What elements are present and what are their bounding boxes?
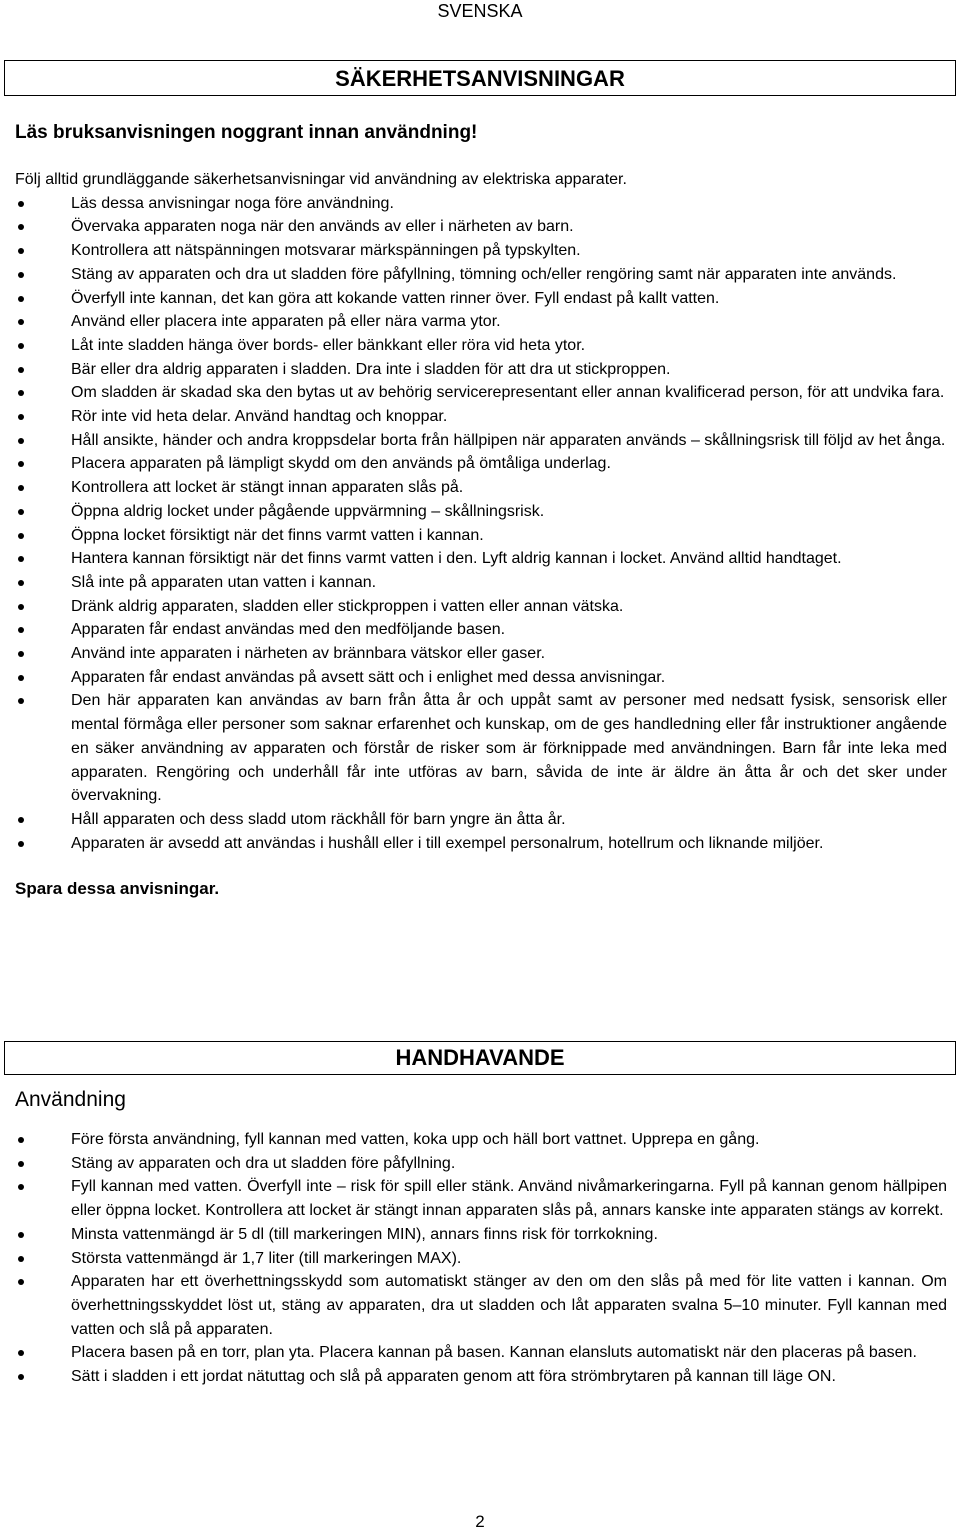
list-item: Håll ansikte, händer och andra kroppsdelar borta från hällpipen när apparaten används – skållningsrisk till följd av het ånga. [15, 429, 947, 453]
list-item: Före första användning, fyll kannan med vatten, koka upp och häll bort vattnet. Upprepa en gång. [15, 1128, 947, 1152]
list-item: Apparaten är avsedd att användas i hushåll eller i till exempel personalrum, hotellrum och liknande miljöer. [15, 832, 947, 856]
list-item: Apparaten får endast användas med den medföljande basen. [15, 618, 947, 642]
list-item: Använd inte apparaten i närheten av brännbara vätskor eller gaser. [15, 642, 947, 666]
list-item: Öppna locket försiktigt när det finns varmt vatten i kannan. [15, 524, 947, 548]
list-item: Placera basen på en torr, plan yta. Placera kannan på basen. Kannan elansluts automatiskt när den placeras på basen. [15, 1341, 947, 1365]
handling-section-title: HANDHAVANDE [4, 1041, 956, 1075]
safety-section [15, 120, 947, 901]
list-item: Placera apparaten på lämpligt skydd om den används på ömtåliga underlag. [15, 452, 947, 476]
safety-heading: Läs bruksanvisningen noggrant innan användning! [15, 122, 478, 143]
language-label: SVENSKA [437, 1, 523, 21]
list-item: Minsta vattenmängd är 5 dl (till markeringen MIN), annars finns risk för torrkokning. [15, 1223, 947, 1247]
list-item: Överfyll inte kannan, det kan göra att kokande vatten rinner över. Fyll endast på kallt vatten. [15, 287, 947, 311]
list-item: Den här apparaten kan användas av barn från åtta år och uppåt samt av personer med nedsatt fysisk, sensorisk eller mental förmåga eller personer som saknar erfarenhet och kunskap, om de ges handledning eller får instruktioner angående en säker användning av apparaten och förstår de risker som är förknippade med användningen. Barn får inte leka med apparaten. Rengöring och underhåll får inte utföras av barn, såvida de inte är äldre än åtta år och det sker under övervakning. [15, 689, 947, 808]
list-item: Hantera kannan försiktigt när det finns varmt vatten i den. Lyft aldrig kannan i locket. Använd alltid handtaget. [15, 547, 947, 571]
list-item: Kontrollera att locket är stängt innan apparaten slås på. [15, 476, 947, 500]
list-item: Kontrollera att nätspänningen motsvarar märkspänningen på typskylten. [15, 239, 947, 263]
safety-section-title: SÄKERHETSANVISNINGAR [4, 60, 956, 96]
list-item: Håll apparaten och dess sladd utom räckhåll för barn yngre än åtta år. [15, 808, 947, 832]
handling-section [15, 1086, 947, 1389]
list-item: Fyll kannan med vatten. Överfyll inte – risk för spill eller stänk. Använd nivåmarkeringarna. Fyll på kannan genom hällpipen eller öppna locket. Kontrollera att locket är stängt innan apparaten slås på, annars kanske inte apparaten stängs av korrekt. [15, 1175, 947, 1222]
list-item: Dränk aldrig apparaten, sladden eller stickproppen i vatten eller annan vätska. [15, 595, 947, 619]
list-item: Slå inte på apparaten utan vatten i kannan. [15, 571, 947, 595]
safety-intro: Följ alltid grundläggande säkerhetsanvisningar vid användning av elektriska apparater. [15, 171, 627, 188]
list-item: Bär eller dra aldrig apparaten i sladden. Dra inte i sladden för att dra ut stickproppen. [15, 358, 947, 382]
list-item: Apparaten får endast användas på avsett sätt och i enlighet med dessa anvisningar. [15, 666, 947, 690]
list-item: Största vattenmängd är 1,7 liter (till markeringen MAX). [15, 1247, 947, 1271]
list-item: Använd eller placera inte apparaten på eller nära varma ytor. [15, 310, 947, 334]
handling-list [15, 1128, 947, 1389]
page-number: 2 [475, 1512, 485, 1531]
list-item: Om sladden är skadad ska den bytas ut av behörig servicerepresentant eller annan kvalificerad person, för att undvika fara. [15, 381, 947, 405]
list-item: Låt inte sladden hänga över bords- eller bänkkant eller röra vid heta ytor. [15, 334, 947, 358]
list-item: Stäng av apparaten och dra ut sladden före påfyllning. [15, 1152, 947, 1176]
list-item: Apparaten har ett överhettningsskydd som automatiskt stänger av den om den slås på med för lite vatten i kannan. Om överhettningsskyddet löst ut, stäng av apparaten, dra ut sladden och låt apparaten svalna 5–10 minuter. Fyll kannan med vatten och slå på apparaten. [15, 1270, 947, 1341]
safety-list [15, 192, 947, 856]
list-item: Öppna aldrig locket under pågående uppvärmning – skållningsrisk. [15, 500, 947, 524]
save-instructions-note: Spara dessa anvisningar. [15, 879, 220, 899]
usage-subheading: Användning [15, 1088, 126, 1111]
list-item: Läs dessa anvisningar noga före användning. [15, 192, 947, 216]
list-item: Rör inte vid heta delar. Använd handtag och knoppar. [15, 405, 947, 429]
list-item: Stäng av apparaten och dra ut sladden före påfyllning, tömning och/eller rengöring samt när apparaten inte används. [15, 263, 947, 287]
list-item: Sätt i sladden i ett jordat nätuttag och slå på apparaten genom att föra strömbrytaren på kannan till läge ON. [15, 1365, 947, 1389]
list-item: Övervaka apparaten noga när den används av eller i närheten av barn. [15, 215, 947, 239]
